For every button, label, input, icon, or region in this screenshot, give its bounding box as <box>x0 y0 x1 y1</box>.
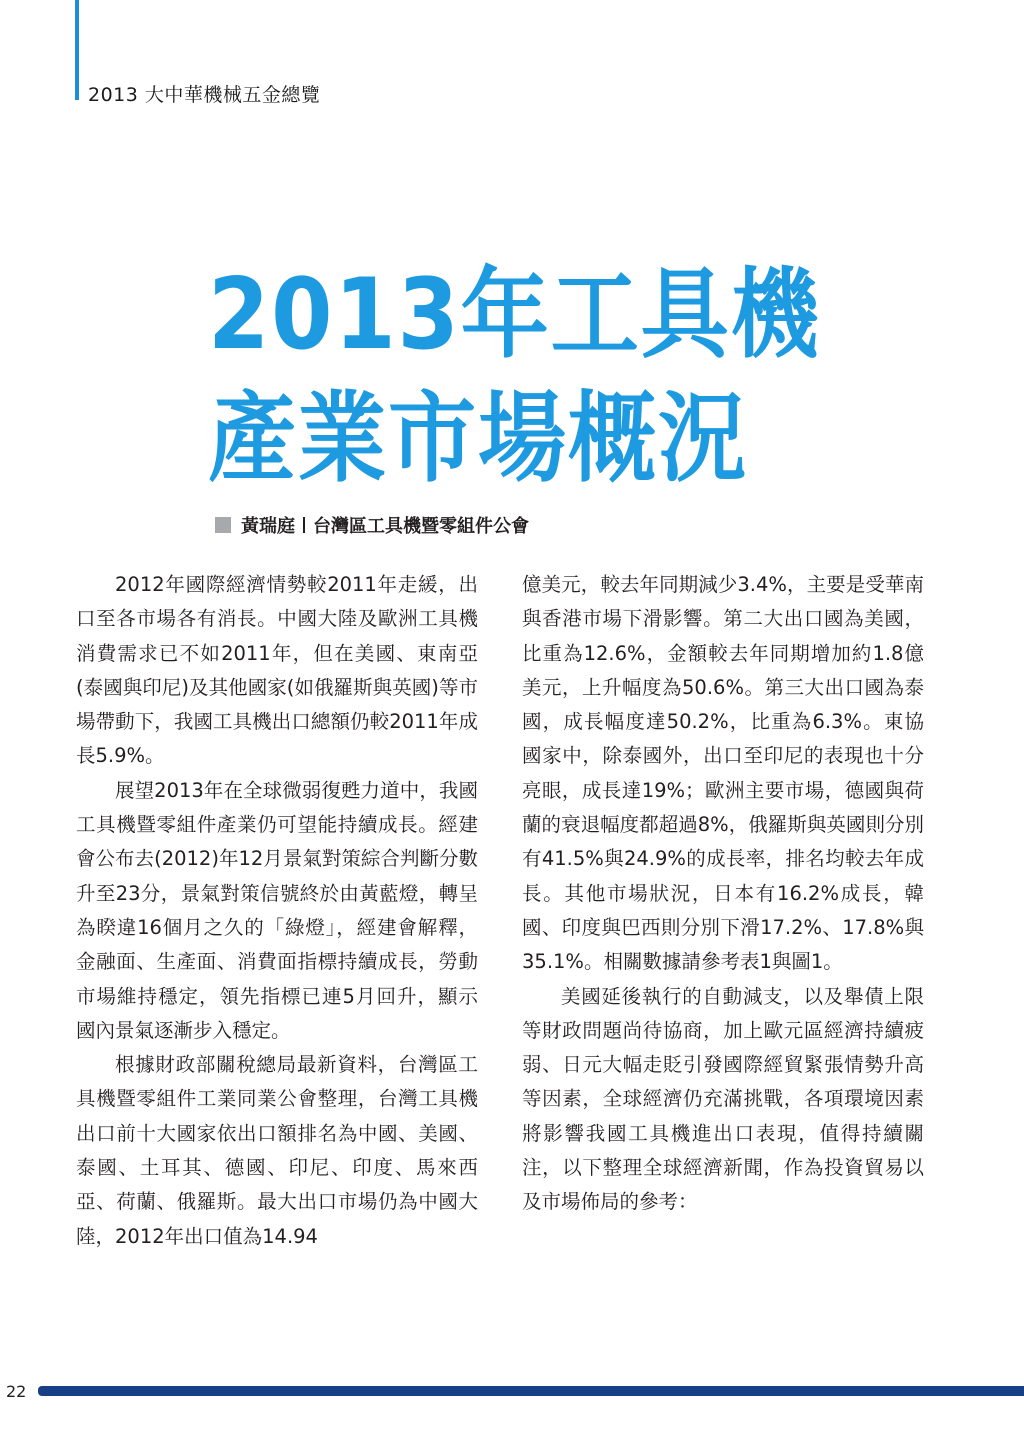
paragraph-3-continued: 億美元，較去年同期減少3.4%，主要是受華南與香港市場下滑影響。第二大出口國為美國，比重為12.6%，金額較去年同期增加約1.8億美元，上升幅度為50.6%。第三大出口國為泰國，成長幅度達50.2%，比重為6.3%。東協國家中，除泰國外，出口至印尼的表現也十分亮眼，成長達19%；歐洲主要市場，德國與荷蘭的衰退幅度都超過8%，俄羅斯與英國則分別有41.5%與24.9%的成長率，排名均較去年成長。其他市場狀況，日本有16.2%成長，韓國、印度與巴西則分別下滑17.2%、17.8%與35.1%。相關數據請參考表1與圖1。 <box>522 573 924 974</box>
header-accent-bar <box>75 0 79 100</box>
paragraph-2: 展望2013年在全球微弱復甦力道中，我國工具機暨零組件產業仍可望能持續成長。經建會公布去(2012)年12月景氣對策綜合判斷分數升至23分，景氣對策信號終於由黃藍燈，轉呈為睽違16個月之久的「綠燈」，經建會解釋，金融面、生產面、消費面指標持續成長，勞動市場維持穩定，領先指標已連5月回升，顯示國內景氣逐漸步入穩定。 <box>76 778 478 1042</box>
article-title-line-1: 2013年工具機 <box>208 258 821 372</box>
page-number: 22 <box>6 1382 27 1401</box>
byline-square-icon <box>215 517 231 533</box>
paragraph-1: 2012年國際經濟情勢較2011年走緩，出口至各市場各有消長。中國大陸及歐洲工具機消費需求已不如2011年，但在美國、東南亞(泰國與印尼)及其他國家(如俄羅斯與英國)等市場帶動下，我國工具機出口總額仍較2011年成長5.9%。 <box>76 573 478 768</box>
author-name: 黃瑞庭 <box>241 516 295 537</box>
article-title-line-2: 產業市場概況 <box>208 382 749 496</box>
article-title <box>208 253 821 501</box>
running-header: 2013 大中華機械五金總覽 <box>88 84 321 106</box>
paragraph-4: 美國延後執行的自動減支，以及舉債上限等財政問題尚待協商，加上歐元區經濟持續疲弱、日元大幅走貶引發國際經貿緊張情勢升高等因素，全球經濟仍充滿挑戰，各項環境因素將影響我國工具機進出口表現，值得持續關注，以下整理全球經濟新聞，作為投資貿易以及市場佈局的參考： <box>522 984 924 1214</box>
right-column <box>522 568 924 1220</box>
left-column <box>76 568 478 1254</box>
byline-separator <box>303 517 305 533</box>
footer-bar <box>38 1386 1024 1396</box>
author-organization: 台灣區工具機暨零組件公會 <box>313 516 529 537</box>
paragraph-3: 根據財政部關稅總局最新資料，台灣區工具機暨零組件工業同業公會整理，台灣工具機出口前十大國家依出口額排名為中國、美國、泰國、土耳其、德國、印尼、印度、馬來西亞、荷蘭、俄羅斯。最大出口市場仍為中國大陸，2012年出口值為14.94 <box>76 1053 478 1248</box>
byline <box>215 512 529 538</box>
